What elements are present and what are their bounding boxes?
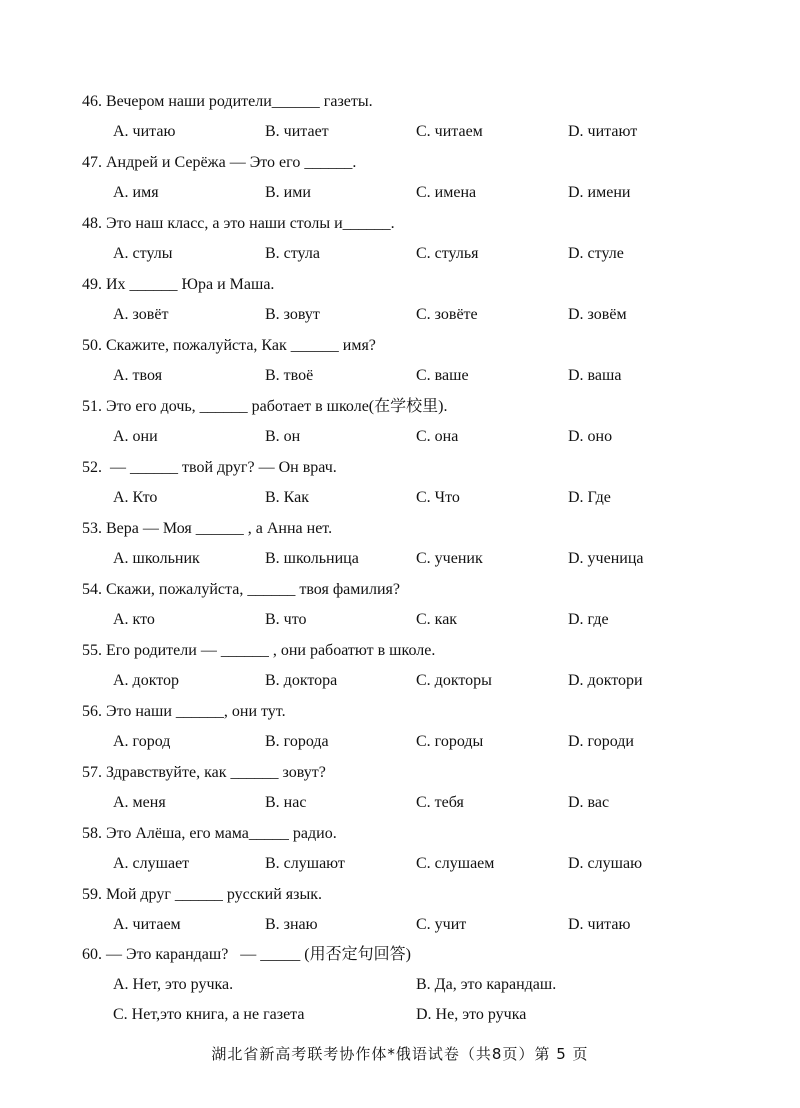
option-a: A. город (113, 733, 171, 750)
option-c: C. стулья (416, 245, 479, 262)
option-a: A. школьник (113, 550, 200, 567)
option-a: A. имя (113, 184, 159, 201)
question-52 (82, 458, 762, 519)
option-c: C. имена (416, 184, 477, 201)
option-b: B. Да, это карандаш. (416, 976, 557, 993)
option-b: B. города (265, 733, 329, 750)
question-53 (82, 519, 762, 580)
question-60 (82, 945, 762, 1055)
option-c: C. Нет,это книга, а не газета (113, 1006, 305, 1023)
option-b: B. слушают (265, 855, 345, 872)
option-c: C. она (416, 428, 459, 445)
question-stem: 47. Андрей и Серёжа — Это его ______. (82, 154, 357, 171)
question-stem: 58. Это Алёша, его мама_____ радио. (82, 825, 337, 842)
option-b: B. школьница (265, 550, 359, 567)
option-d: D. доктори (568, 672, 643, 689)
option-b: B. доктора (265, 672, 338, 689)
option-b: B. нас (265, 794, 307, 811)
option-b: B. что (265, 611, 307, 628)
option-b: B. он (265, 428, 301, 445)
option-a: A. слушает (113, 855, 190, 872)
question-56 (82, 702, 762, 763)
option-c: C. ваше (416, 367, 469, 384)
question-59 (82, 885, 762, 946)
question-stem: 57. Здравствуйте, как ______ зовут? (82, 764, 326, 781)
option-d: D. вас (568, 794, 610, 811)
question-stem: 56. Это наши ______, они тут. (82, 703, 286, 720)
question-stem: 60. — Это карандаш? — _____ (用否定句回答) (82, 946, 411, 963)
option-c: C. как (416, 611, 458, 628)
option-c: C. городы (416, 733, 484, 750)
option-c: C. ученик (416, 550, 483, 567)
question-47 (82, 153, 762, 214)
question-stem: 46. Вечером наши родители______ газеты. (82, 93, 373, 110)
option-d: D. стуле (568, 245, 624, 262)
option-a: A. твоя (113, 367, 163, 384)
question-49 (82, 275, 762, 336)
option-b: B. твоё (265, 367, 314, 384)
option-d: D. читаю (568, 916, 631, 933)
question-stem: 49. Их ______ Юра и Маша. (82, 276, 275, 293)
question-stem: 55. Его родители — ______ , они рабоатют в школе. (82, 642, 436, 659)
option-c: C. слушаем (416, 855, 495, 872)
option-c: C. зовёте (416, 306, 478, 323)
question-55 (82, 641, 762, 702)
page-footer: 湖北省新高考联考协作体*俄语试卷（共8页）第 5 页 (211, 1045, 589, 1063)
option-a: A. читаю (113, 123, 176, 140)
question-stem: 53. Вера — Моя ______ , а Анна нет. (82, 520, 333, 537)
option-d: D. Не, это ручка (416, 1006, 527, 1023)
option-b: B. читает (265, 123, 329, 140)
option-d: D. ваша (568, 367, 622, 384)
question-58 (82, 824, 762, 885)
option-d: D. слушаю (568, 855, 643, 872)
option-a: A. стулы (113, 245, 173, 262)
option-a: A. Нет, это ручка. (113, 976, 234, 993)
option-a: A. читаем (113, 916, 181, 933)
option-d: D. зовём (568, 306, 627, 323)
question-54 (82, 580, 762, 641)
question-48 (82, 214, 762, 275)
question-stem: 54. Скажи, пожалуйста, ______ твоя фамилия? (82, 581, 400, 598)
option-d: D. Где (568, 489, 611, 506)
option-d: D. городи (568, 733, 634, 750)
question-stem: 50. Скажите, пожалуйста, Как ______ имя? (82, 337, 376, 354)
question-57 (82, 763, 762, 824)
question-stem: 51. Это его дочь, ______ работает в школе(在学校里). (82, 398, 448, 415)
option-a: A. зовёт (113, 306, 169, 323)
question-stem: 59. Мой друг ______ русский язык. (82, 886, 322, 903)
option-d: D. читают (568, 123, 638, 140)
option-c: C. учит (416, 916, 467, 933)
option-a: A. доктор (113, 672, 180, 689)
question-46 (82, 92, 762, 153)
option-a: A. они (113, 428, 158, 445)
question-stem: 52. — ______ твой друг? — Он врач. (82, 459, 337, 476)
option-b: B. стула (265, 245, 320, 262)
option-c: C. Что (416, 489, 460, 506)
question-50 (82, 336, 762, 397)
option-b: B. ими (265, 184, 311, 201)
option-a: A. Кто (113, 489, 158, 506)
option-a: A. меня (113, 794, 166, 811)
option-d: D. оно (568, 428, 613, 445)
option-d: D. имени (568, 184, 631, 201)
option-c: C. тебя (416, 794, 464, 811)
option-d: D. ученица (568, 550, 644, 567)
option-a: A. кто (113, 611, 155, 628)
option-c: C. читаем (416, 123, 483, 140)
question-stem: 48. Это наш класс, а это наши столы и______. (82, 215, 395, 232)
option-d: D. где (568, 611, 609, 628)
question-51 (82, 397, 762, 458)
option-c: C. докторы (416, 672, 492, 689)
option-b: B. зовут (265, 306, 320, 323)
option-b: B. Как (265, 489, 310, 506)
option-b: B. знаю (265, 916, 318, 933)
